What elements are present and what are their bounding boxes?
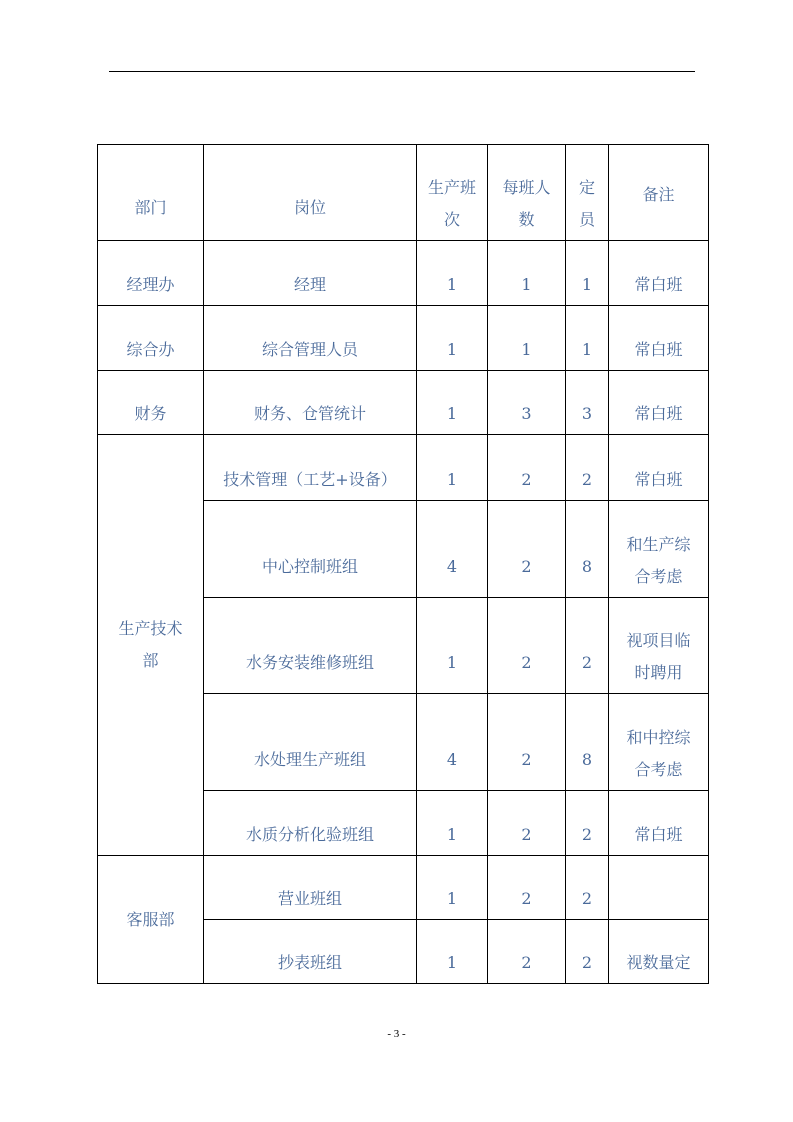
cell-remarks: 常白班 bbox=[609, 435, 709, 501]
cell-remarks: 视项目临 时聘用 bbox=[609, 598, 709, 694]
page-number: - 3 - bbox=[387, 1028, 406, 1040]
cell-per-shift: 1 bbox=[488, 306, 566, 371]
cell-quota: 2 bbox=[566, 435, 609, 501]
cell-remarks: 常白班 bbox=[609, 791, 709, 856]
cell-per-shift: 1 bbox=[488, 241, 566, 306]
cell-department: 经理办 bbox=[98, 241, 204, 306]
cell-shifts: 1 bbox=[417, 856, 488, 920]
cell-quota: 1 bbox=[566, 306, 609, 371]
cell-per-shift: 2 bbox=[488, 856, 566, 920]
header-department: 部门 bbox=[98, 145, 204, 241]
cell-remarks: 和中控综 合考虑 bbox=[609, 694, 709, 791]
cell-position: 抄表班组 bbox=[204, 920, 417, 984]
cell-quota: 2 bbox=[566, 791, 609, 856]
cell-shifts: 1 bbox=[417, 598, 488, 694]
cell-remarks: 和生产综 合考虑 bbox=[609, 501, 709, 598]
header-rule bbox=[109, 71, 695, 72]
header-position: 岗位 bbox=[204, 145, 417, 241]
staffing-table bbox=[97, 144, 709, 984]
cell-per-shift: 2 bbox=[488, 435, 566, 501]
cell-quota: 2 bbox=[566, 598, 609, 694]
cell-quota: 1 bbox=[566, 241, 609, 306]
cell-quota: 8 bbox=[566, 694, 609, 791]
cell-shifts: 4 bbox=[417, 501, 488, 598]
cell-per-shift: 2 bbox=[488, 920, 566, 984]
cell-department: 财务 bbox=[98, 371, 204, 435]
cell-quota: 8 bbox=[566, 501, 609, 598]
header-quota: 定 员 bbox=[566, 145, 609, 241]
cell-position: 财务、仓管统计 bbox=[204, 371, 417, 435]
table-row bbox=[98, 371, 709, 435]
cell-quota: 2 bbox=[566, 920, 609, 984]
header-remarks: 备注 bbox=[609, 145, 709, 241]
cell-remarks: 常白班 bbox=[609, 241, 709, 306]
cell-department-merged: 客服部 bbox=[98, 856, 204, 984]
cell-position: 经理 bbox=[204, 241, 417, 306]
cell-per-shift: 2 bbox=[488, 791, 566, 856]
cell-shifts: 4 bbox=[417, 694, 488, 791]
cell-shifts: 1 bbox=[417, 371, 488, 435]
cell-remarks bbox=[609, 856, 709, 920]
cell-remarks: 常白班 bbox=[609, 306, 709, 371]
cell-shifts: 1 bbox=[417, 435, 488, 501]
cell-position: 技术管理（工艺+设备） bbox=[204, 435, 417, 501]
table-row bbox=[98, 306, 709, 371]
cell-shifts: 1 bbox=[417, 306, 488, 371]
table-row bbox=[98, 856, 709, 920]
cell-per-shift: 2 bbox=[488, 694, 566, 791]
cell-shifts: 1 bbox=[417, 791, 488, 856]
cell-shifts: 1 bbox=[417, 920, 488, 984]
cell-position: 综合管理人员 bbox=[204, 306, 417, 371]
cell-department: 综合办 bbox=[98, 306, 204, 371]
cell-per-shift: 2 bbox=[488, 598, 566, 694]
cell-remarks: 常白班 bbox=[609, 371, 709, 435]
cell-per-shift: 2 bbox=[488, 501, 566, 598]
table-header-row bbox=[98, 145, 709, 241]
cell-position: 水务安装维修班组 bbox=[204, 598, 417, 694]
cell-per-shift: 3 bbox=[488, 371, 566, 435]
header-per-shift: 每班人 数 bbox=[488, 145, 566, 241]
cell-position: 水处理生产班组 bbox=[204, 694, 417, 791]
cell-shifts: 1 bbox=[417, 241, 488, 306]
cell-department-merged: 生产技术 部 bbox=[98, 435, 204, 856]
header-shifts: 生产班 次 bbox=[417, 145, 488, 241]
cell-position: 中心控制班组 bbox=[204, 501, 417, 598]
cell-remarks: 视数量定 bbox=[609, 920, 709, 984]
cell-quota: 3 bbox=[566, 371, 609, 435]
cell-position: 水质分析化验班组 bbox=[204, 791, 417, 856]
table-row bbox=[98, 241, 709, 306]
table-row bbox=[98, 435, 709, 501]
cell-quota: 2 bbox=[566, 856, 609, 920]
cell-position: 营业班组 bbox=[204, 856, 417, 920]
